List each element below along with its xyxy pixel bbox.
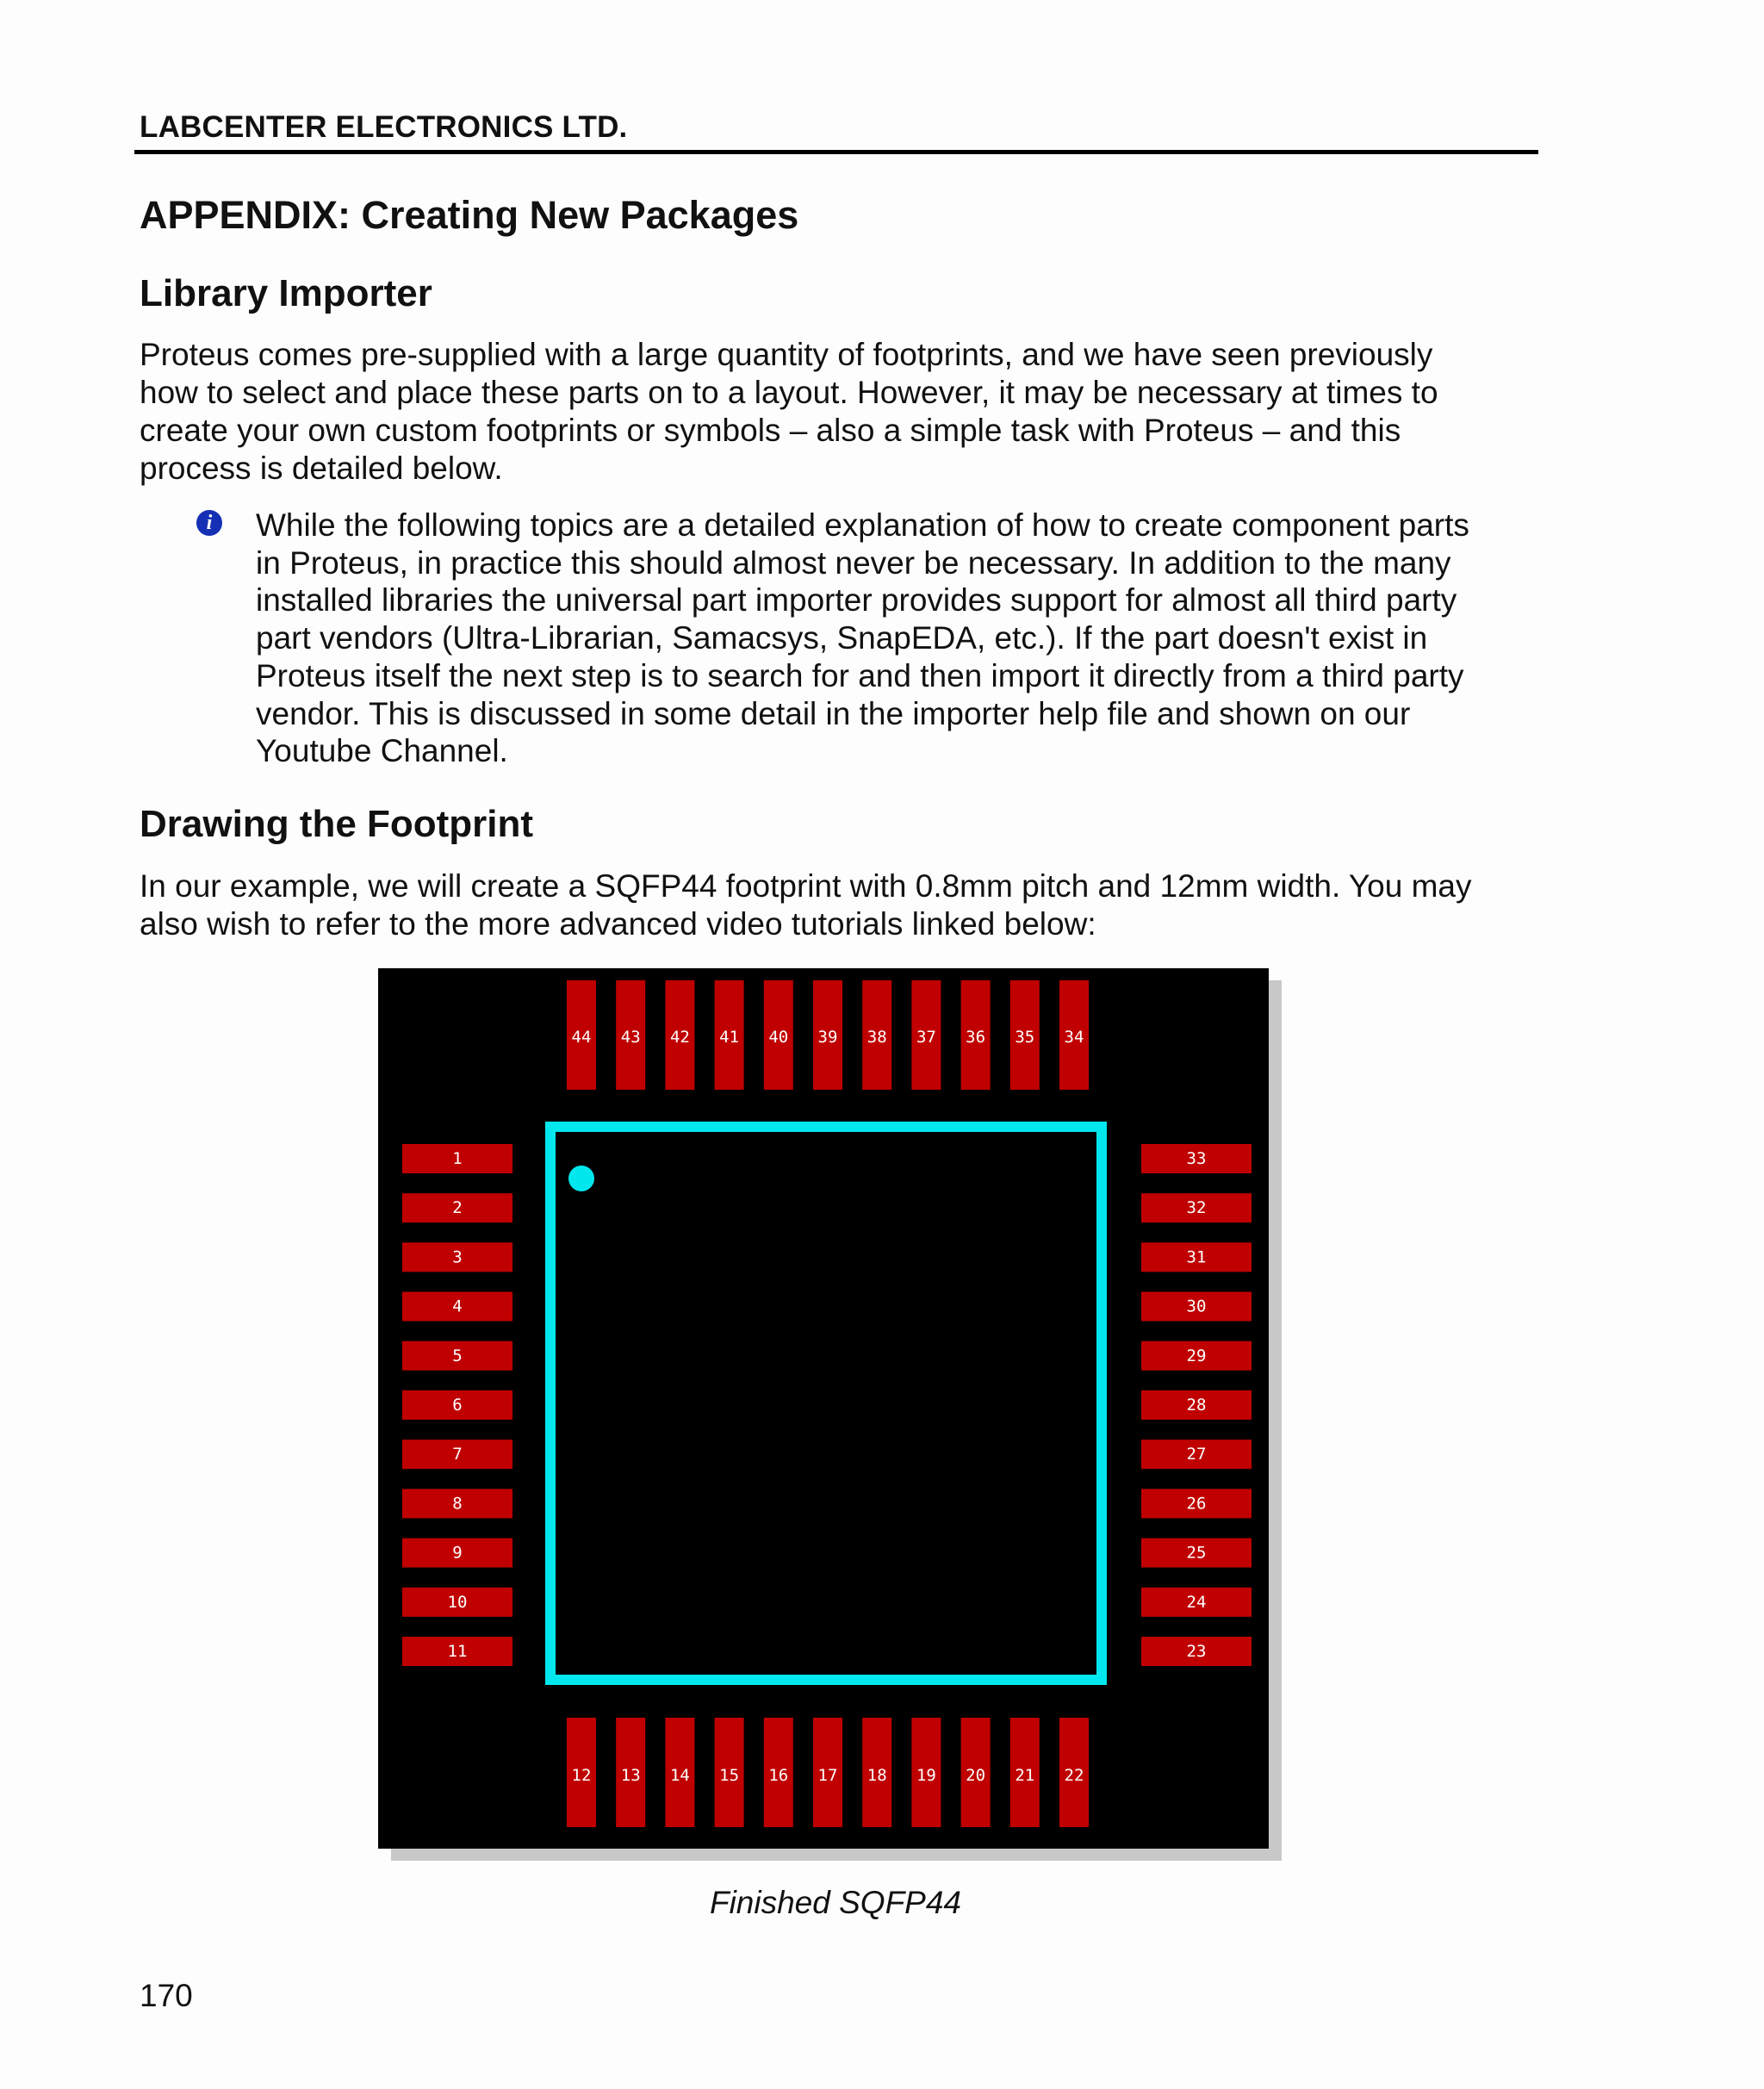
pad-label: 21: [1015, 1766, 1035, 1785]
note-line: installed libraries the universal part importer provides support for almost all third party: [256, 582, 1457, 619]
pad-label: 4: [452, 1296, 463, 1316]
note-line: Youtube Channel.: [256, 733, 508, 769]
pad-label: 22: [1064, 1766, 1084, 1785]
pad-label: 20: [966, 1766, 986, 1785]
footprint-drawing: [378, 968, 1269, 1849]
pad-label: 41: [719, 1028, 740, 1047]
page-number: 170: [140, 1978, 193, 2013]
note-line: vendor. This is discussed in some detail in the importer help file and shown on our: [256, 695, 1411, 731]
paragraph-line: also wish to refer to the more advanced video tutorials linked below:: [140, 906, 1096, 942]
pad-label: 28: [1186, 1396, 1207, 1414]
pad-label: 1: [452, 1149, 463, 1168]
pad-label: 7: [452, 1445, 463, 1464]
pad-label: 17: [817, 1766, 838, 1785]
pad-label: 14: [669, 1766, 690, 1785]
pad-label: 27: [1186, 1445, 1207, 1464]
pad-label: 5: [452, 1346, 463, 1365]
pad-label: 33: [1186, 1149, 1207, 1168]
header-rule: [134, 150, 1538, 154]
pad-label: 43: [620, 1028, 641, 1047]
pad-label: 18: [866, 1766, 887, 1785]
pad-label: 37: [916, 1028, 936, 1047]
pad-label: 6: [452, 1396, 463, 1414]
pad-label: 8: [452, 1494, 463, 1514]
pin1-marker: [568, 1166, 594, 1191]
note-line: While the following topics are a detailed explanation of how to create component parts: [256, 507, 1469, 543]
pad-label: 40: [768, 1028, 789, 1047]
pad-label: 2: [452, 1198, 463, 1218]
page-title: APPENDIX: Creating New Packages: [140, 193, 799, 237]
sqfp44-footprint-figure: [378, 968, 1269, 1849]
pad-label: 30: [1186, 1296, 1207, 1316]
pad-label: 44: [571, 1028, 592, 1047]
pad-label: 25: [1186, 1543, 1207, 1563]
pad-label: 26: [1186, 1494, 1207, 1514]
drawing-footprint-paragraph: [140, 867, 1561, 943]
pad-label: 42: [669, 1028, 690, 1047]
pad-label: 35: [1015, 1028, 1035, 1047]
pad-label: 10: [447, 1592, 468, 1612]
pad-label: 32: [1186, 1198, 1207, 1218]
section-heading-drawing-footprint: Drawing the Footprint: [140, 803, 534, 845]
pad-label: 24: [1186, 1592, 1207, 1612]
pad-label: 34: [1064, 1028, 1084, 1047]
pad-label: 15: [719, 1766, 740, 1785]
section-heading-library-importer: Library Importer: [140, 272, 432, 314]
pad-label: 13: [620, 1766, 641, 1785]
pad-label: 29: [1186, 1346, 1207, 1365]
pad-label: 36: [966, 1028, 986, 1047]
paragraph-line: create your own custom footprints or symbols – also a simple task with Proteus – and this: [140, 413, 1401, 448]
body-outline: [550, 1127, 1102, 1680]
note-line: Proteus itself the next step is to search for and then import it directly from a third party: [256, 657, 1464, 693]
pad-label: 16: [768, 1766, 789, 1785]
paragraph-line: Proteus comes pre-supplied with a large quantity of footprints, and we have seen previously: [140, 337, 1433, 372]
paragraph-line: process is detailed below.: [140, 451, 503, 486]
library-importer-paragraph: [140, 336, 1561, 488]
pad-label: 23: [1186, 1642, 1207, 1661]
pad-label: 11: [447, 1642, 468, 1661]
pad-label: 12: [571, 1766, 592, 1785]
pad-label: 9: [452, 1543, 463, 1563]
pad-label: 31: [1186, 1247, 1207, 1267]
pad-label: 19: [916, 1766, 936, 1785]
paragraph-line: how to select and place these parts on to a layout. However, it may be necessary at times to: [140, 375, 1438, 410]
pad-label: 38: [866, 1028, 887, 1047]
pad-label: 39: [817, 1028, 838, 1047]
note-line: part vendors (Ultra-Librarian, Samacsys, SnapEDA, etc.). If the part doesn't exist in: [256, 620, 1428, 656]
company-header: LABCENTER ELECTRONICS LTD.: [140, 110, 628, 144]
info-note: [256, 507, 1548, 770]
pad-label: 3: [452, 1247, 463, 1267]
figure-caption: Finished SQFP44: [709, 1885, 962, 1920]
info-icon: i: [196, 510, 222, 536]
note-line: in Proteus, in practice this should almost never be necessary. In addition to the many: [256, 544, 1451, 581]
paragraph-line: In our example, we will create a SQFP44 footprint with 0.8mm pitch and 12mm width. You may: [140, 868, 1472, 904]
